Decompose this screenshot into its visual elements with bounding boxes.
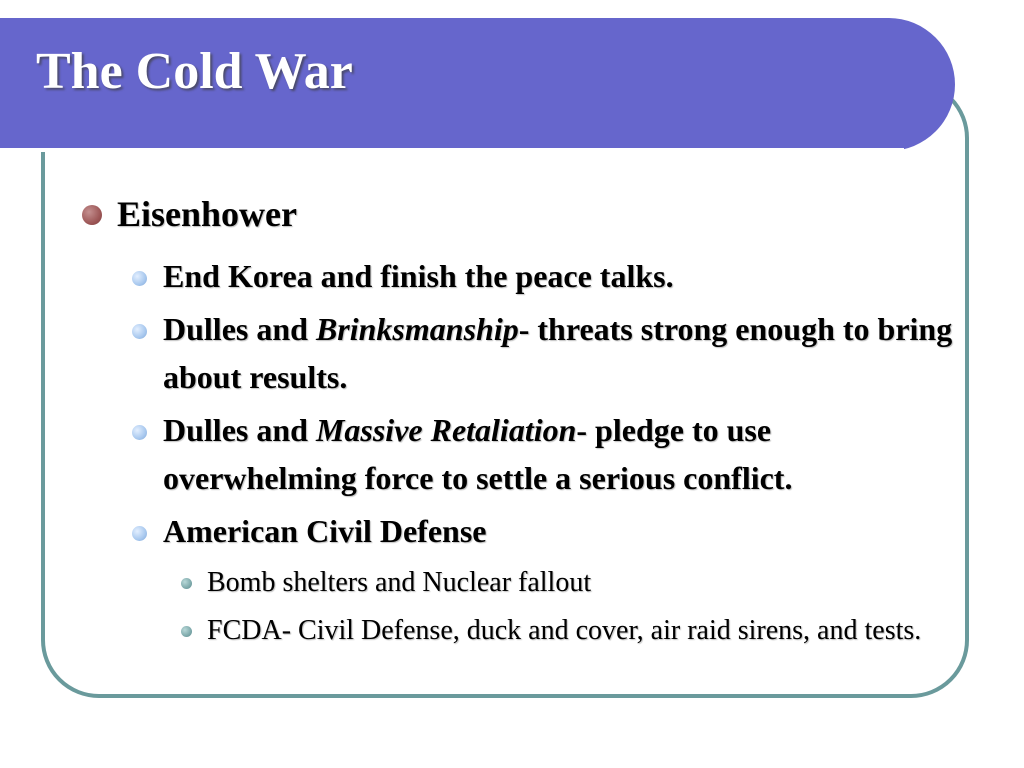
bullet-text: Bomb shelters and Nuclear fallout [207, 567, 592, 598]
bullet-dot-icon [82, 205, 102, 225]
bullet-end-korea [132, 252, 960, 300]
bullet-eisenhower [80, 194, 960, 234]
bullet-text-lead: Dulles and [163, 412, 316, 448]
bullet-dot-icon [132, 324, 147, 339]
bullet-dot-icon [132, 271, 147, 286]
bullet-text-definition: - threats strong enough to bring about results. [163, 311, 953, 395]
bullet-dot-icon [181, 578, 192, 589]
bullet-bomb-shelters [179, 560, 960, 605]
bullet-brinksmanship [132, 305, 960, 401]
bullet-list [80, 194, 960, 656]
title-underline [0, 148, 904, 152]
bullet-fcda [179, 608, 960, 653]
bullet-text: FCDA- Civil Defense, duck and cover, air raid sirens, and tests. [207, 615, 922, 646]
bullet-dot-icon [181, 626, 192, 637]
bullet-text: Eisenhower [117, 194, 297, 234]
bullet-text-lead: Dulles and [163, 311, 316, 347]
slide-title: The Cold War [36, 43, 353, 100]
bullet-dot-icon [132, 425, 147, 440]
bullet-text: End Korea and finish the peace talks. [163, 258, 674, 294]
bullet-massive-retaliation [132, 406, 960, 502]
bullet-text: American Civil Defense [163, 513, 487, 549]
bullet-term-massive-retaliation: Massive Retaliation [315, 412, 577, 448]
bullet-text-definition: - pledge to use overwhelming force to settle a serious conflict. [163, 412, 793, 496]
bullet-civil-defense [132, 507, 960, 555]
bullet-term-brinksmanship: Brinksmanship [315, 311, 519, 347]
bullet-dot-icon [132, 526, 147, 541]
